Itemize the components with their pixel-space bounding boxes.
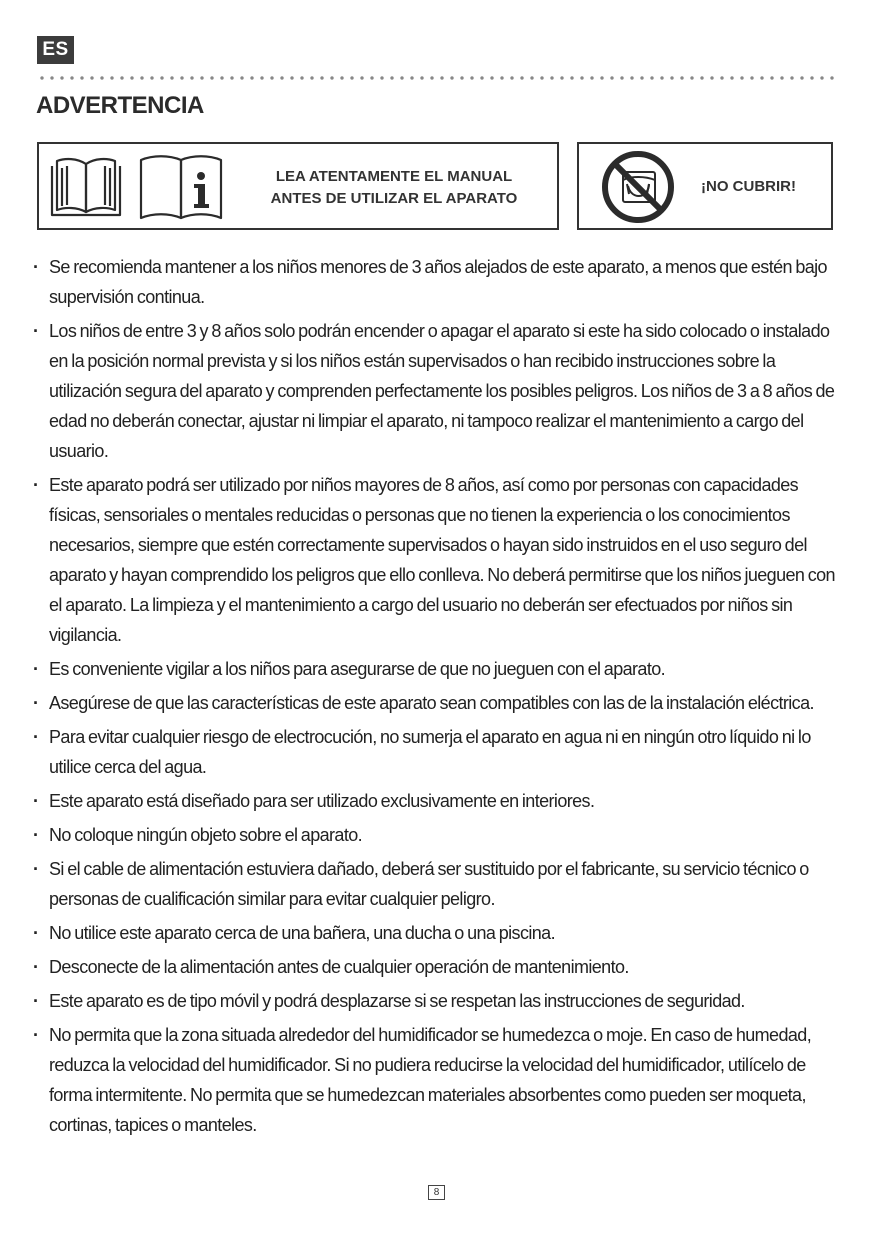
read-manual-line-1: LEA ATENTAMENTE EL MANUAL (275, 168, 513, 185)
read-manual-line-2: ANTES DE UTILIZAR EL APARATO (270, 190, 518, 207)
warning-item: · No coloque ningún objeto sobre el aparato. (33, 820, 838, 850)
open-book-icon (47, 152, 125, 220)
warning-item: · Si el cable de alimentación estuviera dañado, deberá ser sustituido por el fabricante, su servicio técnico o personas de cualificación similar para evitar cualquier peligro. (33, 854, 838, 914)
warning-item: · Es conveniente vigilar a los niños para asegurarse de que no jueguen con el aparato. (33, 654, 838, 684)
dotted-divider (37, 75, 839, 81)
warning-item: · Los niños de entre 3 y 8 años solo podrán encender o apagar el aparato si este ha sido colocado o instalado en la posición normal prevista y si los niños están supervisados o han recibido instrucciones sobre la utilización segura del aparato y comprenden perfectamente los posibles peligros. Los niños de 3 a 8 años de edad no deberán conectar, ajustar ni limpiar el aparato, ni tampoco realizar el mantenimiento a cargo del usuario. (33, 316, 838, 466)
warning-item: · Este aparato es de tipo móvil y podrá desplazarse si se respetan las instrucciones de seguridad. (33, 986, 838, 1016)
warning-item: · No utilice este aparato cerca de una bañera, una ducha o una piscina. (33, 918, 838, 948)
read-manual-text (244, 166, 544, 210)
info-book-icon (139, 152, 227, 220)
warnings-list (33, 252, 838, 1144)
page-title: ADVERTENCIA (36, 92, 204, 119)
no-cover-notice (577, 142, 833, 230)
no-cover-icon (601, 150, 675, 224)
no-cover-text: ¡NO CUBRIR! (701, 178, 796, 195)
page-number: 8 (428, 1185, 445, 1200)
read-manual-notice (37, 142, 559, 230)
warning-item: · Este aparato podrá ser utilizado por niños mayores de 8 años, así como por personas con capacidades físicas, sensoriales o mentales reducidas o personas que no tienen la experiencia o los conocimientos necesarios, siempre que estén correctamente supervisados o hayan sido instruidos en el uso seguro del aparato y hayan comprendido los peligros que ello conlleva. No deberá permitirse que los niños jueguen con el aparato. La limpieza y el mantenimiento a cargo del usuario no deberán ser efectuados por niños sin vigilancia. (33, 470, 838, 650)
warning-item: · Para evitar cualquier riesgo de electrocución, no sumerja el aparato en agua ni en ningún otro líquido ni lo utilice cerca del agua. (33, 722, 838, 782)
warning-item: · Este aparato está diseñado para ser utilizado exclusivamente en interiores. (33, 786, 838, 816)
warning-item: · Asegúrese de que las características de este aparato sean compatibles con las de la instalación eléctrica. (33, 688, 838, 718)
warning-item: · Desconecte de la alimentación antes de cualquier operación de mantenimiento. (33, 952, 838, 982)
warning-item: · Se recomienda mantener a los niños menores de 3 años alejados de este aparato, a menos que estén bajo supervisión continua. (33, 252, 838, 312)
language-badge: ES (37, 36, 74, 64)
warning-item: · No permita que la zona situada alrededor del humidificador se humedezca o moje. En caso de humedad, reduzca la velocidad del humidificador. Si no pudiera reducirse la velocidad del humidificador, utilícelo de forma intermitente. No permita que se humedezcan materiales absorbentes como pueden ser moqueta, cortinas, tapices o manteles. (33, 1020, 838, 1140)
